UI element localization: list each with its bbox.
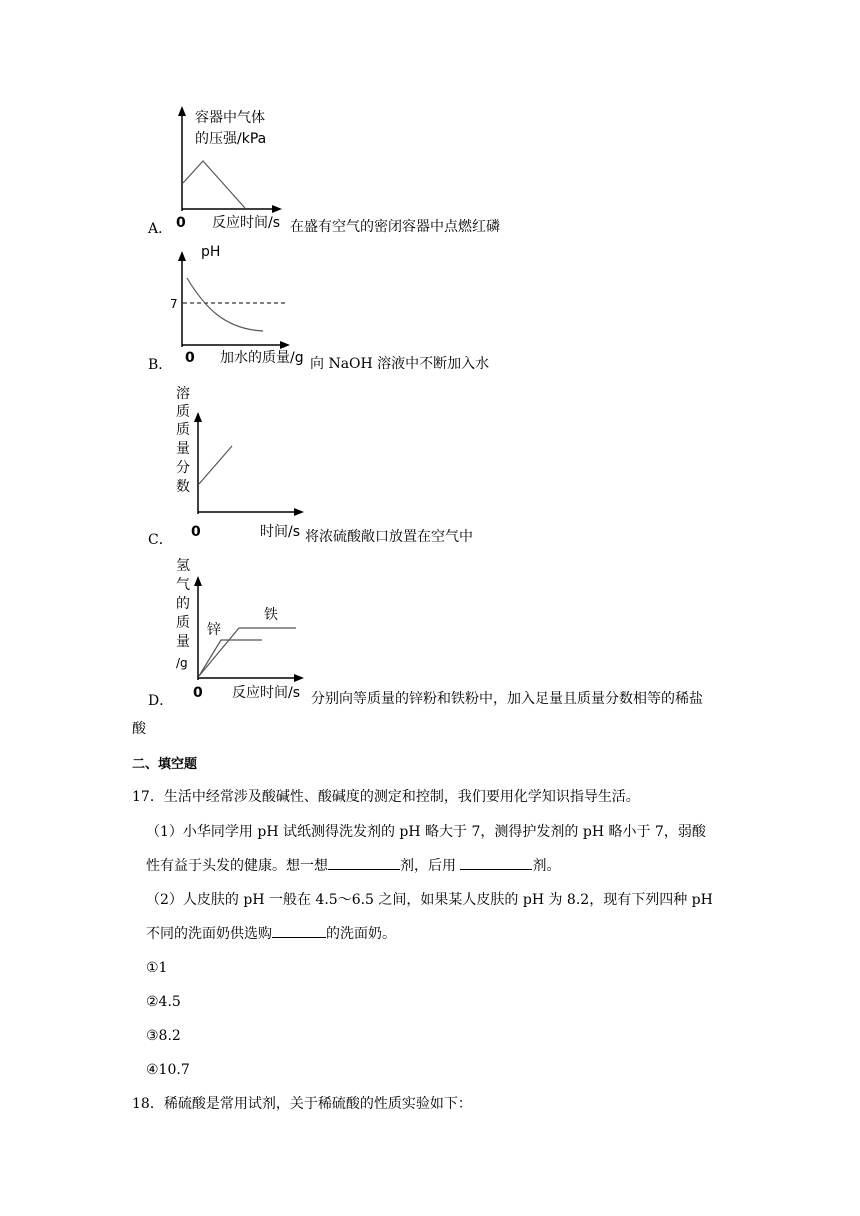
q17-part1-line2 [146,855,560,876]
d-y-label-char: 质 [176,615,190,631]
q17-part2-line2 [146,923,396,944]
iron-label: 铁 [264,607,278,623]
q17-part2-text-a: 不同的洗面奶供选购 [146,926,272,942]
c-y-label-char: 数 [176,479,190,495]
d-y-label-char: 气 [176,577,190,593]
a-description: 在盛有空气的密闭容器中点燃红磷 [290,219,500,235]
q17-part1-text-a: 性有益于头发的健康。想一想 [146,858,328,874]
q17-blank-3[interactable] [272,923,326,938]
q17-part1-text-b: 剂，后用 [400,858,461,874]
b-origin: 0 [185,350,195,366]
d-x-label: 反应时间/s [232,685,301,701]
q17-choice: ④10.7 [146,1062,190,1078]
c-y-label-char: 溶 [176,386,190,402]
q17-part2-text-b: 的洗面奶。 [326,926,396,942]
b-y-label: pH [201,244,221,260]
c-origin: 0 [191,524,201,540]
b-tick-7: 7 [170,297,178,311]
d-description: 分别向等质量的锌粉和铁粉中，加入足量且质量分数相等的稀盐 [311,691,703,707]
a-x-label: 反应时间/s [212,215,281,231]
c-y-label-char: 质 [176,422,190,438]
c-y-label-char: 分 [176,460,190,476]
c-letter: C． [148,532,173,548]
d-y-label-char: 氢 [176,558,190,574]
b-letter: B． [148,357,173,373]
q17-part2-line1: （2）人皮肤的 pH 一般在 4.5～6.5 之间，如果某人皮肤的 pH 为 8.2，现有下列四种 pH [146,892,713,908]
q17-blank-2[interactable] [460,855,532,870]
b-description: 向 NaOH 溶液中不断加入水 [310,356,490,372]
zinc-curve [199,640,262,676]
c-description: 将浓硫酸敞口放置在空气中 [305,529,473,545]
q17-blank-1[interactable] [328,855,400,870]
d-origin: 0 [193,685,203,701]
a-origin: 0 [176,215,186,231]
a-y-label-2: 的压强/kPa [195,131,267,147]
q17-choice: ①1 [146,960,168,976]
q17-stem: 17．生活中经常涉及酸碱性、酸碱度的测定和控制，我们要用化学知识指导生活。 [132,789,640,805]
d-description-cont: 酸 [132,721,146,737]
c-y-label-char: 质 [176,404,190,420]
a-y-label-1: 容器中气体 [195,110,265,126]
q18-stem: 18．稀硫酸是常用试剂，关于稀硫酸的性质实验如下： [132,1096,472,1112]
c-x-label: 时间/s [260,524,301,540]
section-title: 二、填空题 [132,757,198,772]
a-letter: A． [148,221,173,237]
d-y-label-char: /g [176,656,188,670]
d-y-label-char: 量 [176,634,190,650]
q17-choice: ②4.5 [146,994,181,1010]
c-y-label-char: 量 [176,441,190,457]
q17-part1-line1: （1）小华同学用 pH 试纸测得洗发剂的 pH 略大于 7，测得护发剂的 pH 略小于 7，弱酸 [146,824,706,840]
d-y-label-char: 的 [176,596,190,612]
zinc-label: 锌 [207,622,221,638]
d-letter: D． [148,693,174,709]
b-x-label: 加水的质量/g [220,350,304,366]
q17-part1-text-c: 剂。 [532,858,561,874]
q17-choice: ③8.2 [146,1028,181,1044]
